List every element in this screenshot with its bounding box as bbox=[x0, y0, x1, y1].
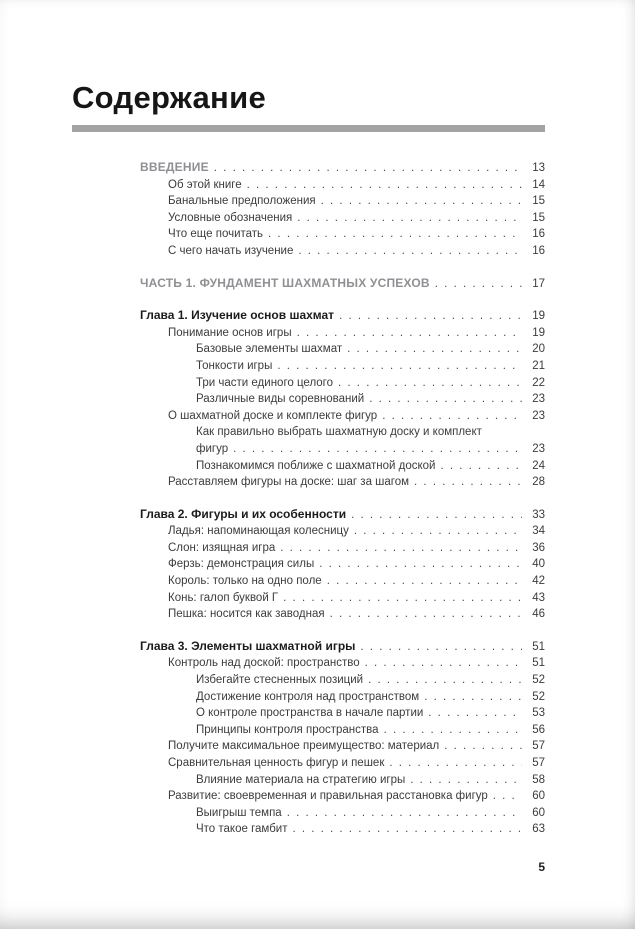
toc-entry bbox=[140, 226, 545, 243]
dot-leader bbox=[384, 722, 522, 739]
toc-entry bbox=[140, 159, 545, 177]
toc-entry-page: 14 bbox=[532, 178, 545, 191]
toc-entry bbox=[140, 805, 545, 822]
toc-entry-title: Что такое гамбит bbox=[196, 823, 288, 836]
toc-entry bbox=[140, 655, 545, 672]
toc-entry-page: 51 bbox=[532, 657, 545, 670]
toc-entry-title: фигур bbox=[196, 442, 229, 455]
toc-entry bbox=[140, 606, 545, 623]
toc-entry-title: Тонкости игры bbox=[196, 359, 273, 372]
toc-entry-page: 33 bbox=[532, 508, 545, 521]
dot-leader bbox=[233, 441, 522, 458]
toc-entry-title: Как правильно выбрать шахматную доску и комплект bbox=[196, 426, 482, 439]
toc-entry-title: Пешка: носится как заводная bbox=[168, 608, 325, 621]
dot-leader bbox=[440, 458, 522, 475]
toc-entry bbox=[140, 275, 545, 293]
title-rule-bar bbox=[72, 125, 545, 132]
dot-leader bbox=[292, 821, 522, 838]
toc-entry-page: 28 bbox=[532, 476, 545, 489]
dot-leader bbox=[319, 556, 522, 573]
toc-entry bbox=[140, 821, 545, 838]
dot-leader bbox=[351, 507, 522, 524]
toc-entry-title: С чего начать изучение bbox=[168, 244, 294, 257]
toc-entry bbox=[140, 689, 545, 706]
toc-entry-page: 56 bbox=[532, 723, 545, 736]
toc-entry-page: 43 bbox=[532, 591, 545, 604]
dot-leader bbox=[424, 689, 522, 706]
toc-entry-page: 16 bbox=[532, 244, 545, 257]
toc-entry-page: 23 bbox=[532, 393, 545, 406]
toc-entry-page: 21 bbox=[532, 359, 545, 372]
toc-entry-page: 63 bbox=[532, 823, 545, 836]
toc-entry bbox=[140, 506, 545, 524]
toc-entry bbox=[140, 738, 545, 755]
toc-entry-title: Познакомимся поближе с шахматной доской bbox=[196, 459, 436, 472]
toc-entry-title: Глава 2. Фигуры и их особенности bbox=[140, 506, 347, 521]
toc-entry-title: Различные виды соревнований bbox=[196, 393, 365, 406]
toc-entry bbox=[140, 307, 545, 325]
toc-entry bbox=[140, 788, 545, 805]
toc-entry bbox=[140, 755, 545, 772]
toc-entry-page: 22 bbox=[532, 376, 545, 389]
toc-entry-page: 23 bbox=[532, 409, 545, 422]
toc-entry-page: 24 bbox=[532, 459, 545, 472]
dot-leader bbox=[354, 523, 522, 540]
dot-leader bbox=[277, 358, 522, 375]
toc-entry-page: 19 bbox=[532, 310, 545, 323]
dot-leader bbox=[368, 672, 522, 689]
toc-entry bbox=[140, 210, 545, 227]
toc-entry-title: Контроль над доской: пространство bbox=[168, 657, 360, 670]
dot-leader bbox=[214, 160, 522, 177]
toc-entry-title: Банальные предположения bbox=[168, 195, 316, 208]
toc-entry bbox=[140, 325, 545, 342]
toc-entry-page: 13 bbox=[532, 162, 545, 174]
toc-entry bbox=[140, 408, 545, 425]
toc-entry-title: О контроле пространства в начале партии bbox=[196, 707, 424, 720]
dot-leader bbox=[414, 474, 522, 491]
toc-entry-title: Конь: галоп буквой Г bbox=[168, 591, 279, 604]
toc-entry bbox=[140, 722, 545, 739]
toc-entry-title: Принципы контроля пространства bbox=[196, 723, 379, 736]
toc-entry-title: Влияние материала на стратегию игры bbox=[196, 773, 406, 786]
toc-entry-title: Король: только на одно поле bbox=[168, 575, 322, 588]
page-number-footer bbox=[72, 860, 545, 874]
toc-entry-title: Что еще почитать bbox=[168, 228, 264, 241]
toc-entry-page: 17 bbox=[532, 277, 545, 290]
toc-entry-page: 20 bbox=[532, 343, 545, 356]
toc-entry-page: 60 bbox=[532, 790, 545, 803]
toc-entry-title: Глава 1. Изучение основ шахмат bbox=[140, 308, 335, 323]
toc-entry-title: О шахматной доске и комплекте фигур bbox=[168, 409, 378, 422]
toc-entry-page: 40 bbox=[532, 558, 545, 571]
toc-entry-page: 15 bbox=[532, 195, 545, 208]
dot-leader bbox=[493, 788, 522, 805]
toc-entry-page: 57 bbox=[532, 740, 545, 753]
toc-entry bbox=[140, 441, 545, 458]
toc-entry bbox=[140, 672, 545, 689]
dot-leader bbox=[369, 391, 522, 408]
toc-entry bbox=[140, 705, 545, 722]
toc-entry bbox=[140, 458, 545, 475]
toc-entry bbox=[140, 590, 545, 607]
dot-leader bbox=[297, 210, 522, 227]
toc-entry-title: Расставляем фигуры на доске: шаг за шагом bbox=[168, 476, 410, 489]
toc-entry-title: ВВЕДЕНИЕ bbox=[140, 160, 209, 174]
toc-entry-title: Достижение контроля над пространством bbox=[196, 690, 420, 703]
toc-entry-title: Три части единого целого bbox=[196, 376, 334, 389]
page-number: 5 bbox=[538, 859, 545, 874]
toc-entry-page: 53 bbox=[532, 707, 545, 720]
toc-entry-page: 15 bbox=[532, 211, 545, 224]
toc-entry-title: Об этой книге bbox=[168, 178, 242, 191]
toc-entry bbox=[140, 474, 545, 491]
dot-leader bbox=[428, 705, 522, 722]
dot-leader bbox=[247, 177, 522, 194]
toc-entry-title: Базовые элементы шахмат bbox=[196, 343, 343, 356]
toc-entry bbox=[140, 243, 545, 260]
toc-entry-title: Сравнительная ценность фигур и пешек bbox=[168, 757, 385, 769]
toc-entry bbox=[140, 556, 545, 573]
toc-entry bbox=[140, 573, 545, 590]
toc-entry bbox=[140, 424, 545, 441]
dot-leader bbox=[298, 243, 522, 260]
dot-leader bbox=[435, 276, 522, 293]
toc-entry-page: 36 bbox=[532, 541, 545, 554]
dot-leader bbox=[360, 639, 522, 656]
toc-entry bbox=[140, 375, 545, 392]
dot-leader bbox=[327, 573, 522, 590]
dot-leader bbox=[382, 408, 522, 425]
dot-leader bbox=[330, 606, 522, 623]
dot-leader bbox=[287, 805, 522, 822]
toc-entry-title: Ладья: напоминающая колесницу bbox=[168, 525, 349, 538]
dot-leader bbox=[339, 308, 522, 325]
page-title: Содержание bbox=[72, 80, 266, 115]
dot-leader bbox=[389, 755, 522, 772]
toc-entry-page: 46 bbox=[532, 608, 545, 621]
dot-leader bbox=[365, 655, 522, 672]
toc-entry-title: Развитие: своевременная и правильная расстановка фигур bbox=[168, 790, 488, 803]
toc-list bbox=[140, 159, 545, 838]
toc-entry-page: 51 bbox=[532, 640, 545, 653]
toc-entry-title: Условные обозначения bbox=[168, 211, 293, 224]
toc-entry-title: Ферзь: демонстрация силы bbox=[168, 558, 315, 571]
dot-leader bbox=[280, 540, 522, 557]
toc-entry bbox=[140, 193, 545, 210]
toc-entry-title: Слон: изящная игра bbox=[168, 541, 276, 554]
toc-entry-page: 42 bbox=[532, 575, 545, 588]
toc-entry bbox=[140, 772, 545, 789]
toc-entry-page: 58 bbox=[532, 773, 545, 786]
toc-entry-page: 60 bbox=[532, 806, 545, 819]
toc-entry-title: Избегайте стесненных позиций bbox=[196, 674, 364, 687]
dot-leader bbox=[297, 325, 522, 342]
dot-leader bbox=[444, 738, 522, 755]
toc-entry-title: ЧАСТЬ 1. ФУНДАМЕНТ ШАХМАТНЫХ УСПЕХОВ bbox=[140, 275, 430, 290]
toc-entry-page: 52 bbox=[532, 690, 545, 703]
toc-entry-page: 57 bbox=[532, 757, 545, 769]
toc-entry bbox=[140, 638, 545, 656]
toc-entry-page: 19 bbox=[532, 326, 545, 339]
toc-entry bbox=[140, 391, 545, 408]
toc-entry-page: 16 bbox=[532, 228, 545, 241]
dot-leader bbox=[268, 226, 522, 243]
toc-entry bbox=[140, 358, 545, 375]
dot-leader bbox=[283, 590, 522, 607]
toc-entry-page: 23 bbox=[532, 442, 545, 455]
toc-entry bbox=[140, 523, 545, 540]
toc-entry-page: 34 bbox=[532, 525, 545, 538]
dot-leader bbox=[410, 772, 522, 789]
dot-leader bbox=[347, 341, 522, 358]
toc-entry-title: Выигрыш темпа bbox=[196, 806, 282, 819]
toc-entry-page: 52 bbox=[532, 674, 545, 687]
toc-entry bbox=[140, 177, 545, 194]
toc-entry-title: Получите максимальное преимущество: материал bbox=[168, 740, 440, 753]
toc-entry-title: Понимание основ игры bbox=[168, 326, 292, 339]
dot-leader bbox=[321, 193, 522, 210]
toc-entry-title: Глава 3. Элементы шахматной игры bbox=[140, 638, 356, 653]
dot-leader bbox=[338, 375, 522, 392]
toc-entry bbox=[140, 341, 545, 358]
toc-entry bbox=[140, 540, 545, 557]
